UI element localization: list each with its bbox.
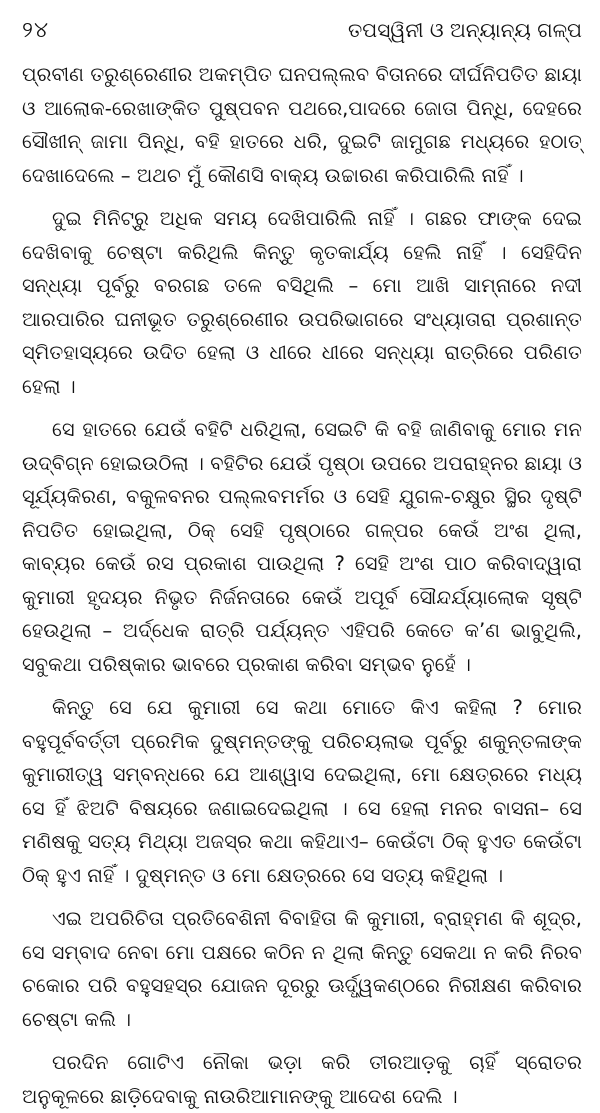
paragraph: ଏଇ ଅପରିଚିତା ପ୍ରତିବେଶିନୀ ବିବାହିତା କି କୁମାରୀ, ବ୍ରାହ୍ମଣ କି ଶୂଦ୍ର, ସେ ସମ୍ବାଦ ନେବା ମୋ ପକ୍ଷରେ କଠିନ ନ ଥିଲା କିନ୍ତୁ ସେକଥା ନ କରି ନିରବ ଚକୋର ପରି ବହୁସହସ୍ର ଯୋଜନ ଦୂରରୁ ଊର୍ଦ୍ଧ୍ୱକଣ୍ଠରେ ନିରୀକ୍ଷଣ କରିବାର ଚେଷ୍ଟା କଲି ।	[22, 907, 582, 1031]
paragraph: ଦୁଇ ମିନିଟ୍ରୁ ଅଧିକ ସମୟ ଦେଖିପାରିଲି ନାହିଁ । ଗଛର ଫାଙ୍କ ଦେଇ ଦେଖିବାକୁ ଚେଷ୍ଟା କରିଥିଲି କିନ୍ତୁ କୃତକାର୍ଯ୍ୟ ହେଲି ନାହିଁ । ସେହିଦିନ ସନ୍ଧ୍ୟା ପୂର୍ବରୁ ବରଗଛ ତଳେ ବସିଥିଲି – ମୋ ଆଖି ସାମ୍ନାରେ ନଦୀ ଆରପାରିର ଘନୀଭୂତ ତରୁଶ୍ରେଣୀର ଉପରିଭାଗରେ ସଂଧ୍ୟାତାରା ପ୍ରଶାନ୍ତ ସ୍ମିତହାସ୍ୟରେ ଉଦିତ ହେଲା ଓ ଧୀରେ ଧୀରେ ସନ୍ଧ୍ୟା ରାତ୍ରିରେ ପରିଣତ ହେଲା ।	[22, 207, 582, 398]
paragraph: ସେ ହାତରେ ଯେଉଁ ବହିଟି ଧରିଥିଲା, ସେଇଟି କି ବହି ଜାଣିବାକୁ ମୋର ମନ ଉଦ୍‌ବିଗ୍ନ ହୋଇଉଠିଲା । ବହିଟିର ଯେଉଁ ପୃଷ୍ଠା ଉପରେ ଅପରାହ୍ନର ଛାୟା ଓ ସୂର୍ଯ୍ୟକିରଣ, ବକୁଳବନର ପଲ୍ଲବମର୍ମର ଓ ସେହି ଯୁଗଳ-ଚକ୍ଷୁର ସ୍ଥିର ଦୃଷ୍ଟି ନିପତିତ ହୋଇଥିଲା, ଠିକ୍ ସେହି ପୃଷ୍ଠାରେ ଗଳ୍ପର କେଉଁ ଅଂଶ ଥିଲା, କାବ୍ୟର କେଉଁ ରସ ପ୍ରକାଶ ପାଉଥିଲା ? ସେହି ଅଂଶ ପାଠ କରିବାଦ୍ୱାରା କୁମାରୀ ହୃଦୟର ନିଭୃତ ନିର୍ଜନତାରେ କେଉଁ ଅପୂର୍ବ ସୌନ୍ଦର୍ଯ୍ୟାଲୋକ ସୃଷ୍ଟି ହେଉଥିଲା – ଅର୍ଦ୍ଧେକ ରାତ୍ରି ପର୍ଯ୍ୟନ୍ତ ଏହିପରି କେତେ କ’ଣ ଭାବୁଥିଲି, ସବୁକଥା ପରିଷ୍କାର ଭାବରେ ପ୍ରକାଶ କରିବା ସମ୍ଭବ ନୁହେଁ ।	[22, 418, 582, 676]
page-body	[22, 58, 582, 1113]
paragraph: ପରଦିନ ଗୋଟିଏ ନୌକା ଭଡ଼ା କରି ତୀରଆଡ଼କୁ ଚାହିଁ ସ୍ରୋତର ଅନୁକୂଳରେ ଛାଡ଼ିଦେବାକୁ ନାଉରିଆମାନଙ୍କୁ ଆଦେଶ ଦେଲି ।	[22, 1051, 582, 1108]
running-title: ତପସ୍ୱିନୀ ଓ ଅନ୍ୟାନ୍ୟ ଗଳ୍ପ	[347, 18, 582, 42]
paragraph: ପ୍ରବୀଣ ତରୁଶ୍ରେଣୀର ଅକମ୍ପିତ ଘନପଲ୍ଲବ ବିତାନରେ ଦୀର୍ଘନିପତିତ ଛାୟା ଓ ଆଲୋକ-ରେଖାଙ୍କିତ ପୁଷ୍ପବନ ପଥରେ,ପାଦରେ ଜୋତା ପିନ୍ଧି, ଦେହରେ ସୌଖୀନ୍ ଜାମା ପିନ୍ଧି, ବହି ହାତରେ ଧରି, ଦୁଇଟି ଜାମୁଗଛ ମଧ୍ୟରେ ହଠାତ୍ ଦେଖାଦେଲେ – ଅଥଚ ମୁଁ କୌଣସି ବାକ୍ୟ ଉଚ୍ଚାରଣ କରିପାରିଲି ନାହିଁ ।	[22, 63, 582, 187]
paragraph: କିନ୍ତୁ ସେ ଯେ କୁମାରୀ ସେ କଥା ମୋତେ କିଏ କହିଲା ? ମୋର ବହୁପୂର୍ବବର୍ତ୍ତୀ ପ୍ରେମିକ ଦୁଷ୍ମନ୍ତଙ୍କୁ ପରିଚୟଲାଭ ପୂର୍ବରୁ ଶକୁନ୍ତଳାଙ୍କ କୁମାରୀତ୍ୱ ସମ୍ବନ୍ଧରେ ଯେ ଆଶ୍ୱାସ ଦେଇଥିଲା, ମୋ କ୍ଷେତ୍ରରେ ମଧ୍ୟ ସେ ହିଁ ଝିଅଟି ବିଷୟରେ ଜଣାଇଦେଇଥିଲା । ସେ ହେଲା ମନର ବାସନା– ସେ ମଣିଷକୁ ସତ୍ୟ ମିଥ୍ୟା ଅଜସ୍ର କଥା କହିଥାଏ– କେଉଁଟା ଠିକ୍ ହୁଏତ କେଉଁଟା ଠିକ୍ ହୁଏ ନାହିଁ । ଦୁଷ୍ମନ୍ତ ଓ ମୋ କ୍ଷେତ୍ରରେ ସେ ସତ୍ୟ କହିଥିଲା ।	[22, 696, 582, 887]
page-number: ୨୪	[22, 18, 50, 43]
page-header	[22, 18, 582, 52]
